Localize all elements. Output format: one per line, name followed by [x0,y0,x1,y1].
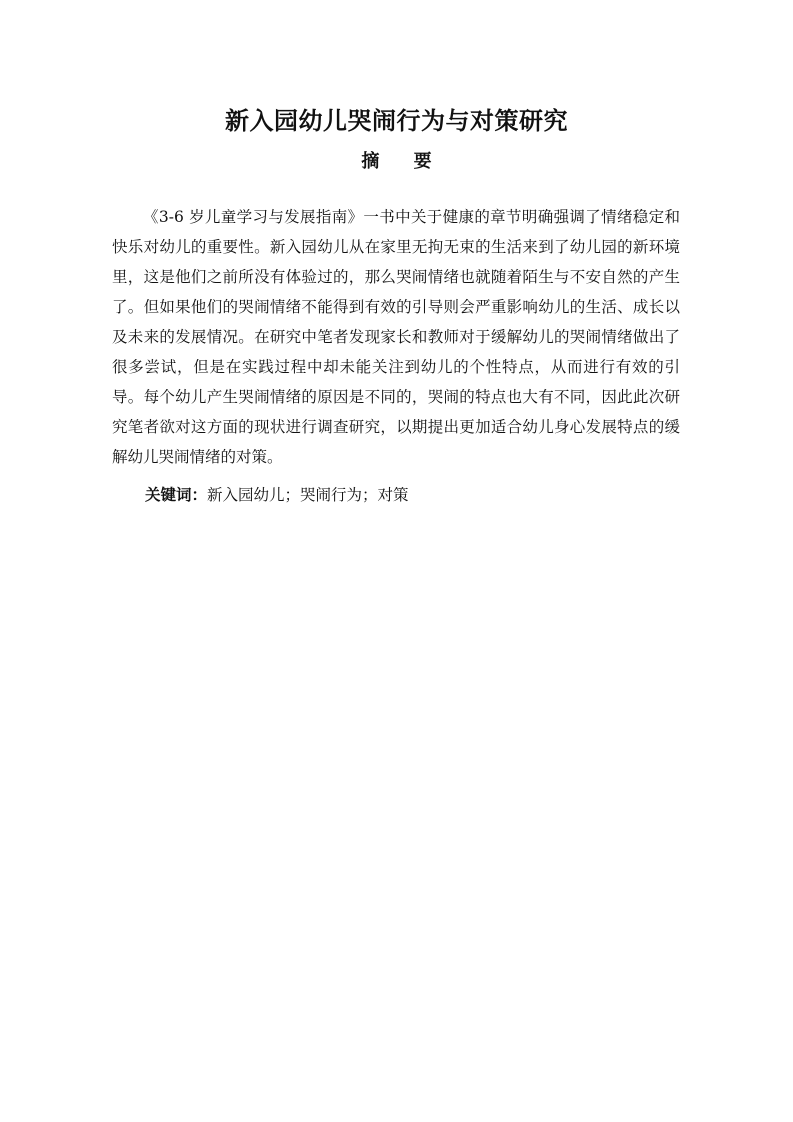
keywords-line [145,480,680,510]
abstract-paragraph: 《3-6 岁儿童学习与发展指南》一书中关于健康的章节明确强调了情绪稳定和快乐对幼儿的重要性。新入园幼儿从在家里无拘无束的生活来到了幼儿园的新环境里，这是他们之前所没有体验过的，那么哭闹情绪也就随着陌生与不安自然的产生了。但如果他们的哭闹情绪不能得到有效的引导则会严重影响幼儿的生活、成长以及未来的发展情况。在研究中笔者发现家长和教师对于缓解幼儿的哭闹情绪做出了很多尝试，但是在实践过程中却未能关注到幼儿的个性特点，从而进行有效的引导。每个幼儿产生哭闹情绪的原因是不同的，哭闹的特点也大有不同，因此此次研究笔者欲对这方面的现状进行调查研究，以期提出更加适合幼儿身心发展特点的缓解幼儿哭闹情绪的对策。 [112,207,680,466]
abstract-heading: 摘 要 [361,151,446,172]
document-title: 新入园幼儿哭闹行为与对策研究 [225,107,568,135]
keywords-value: 新入园幼儿；哭闹行为；对策 [207,486,409,504]
keywords-label: 关键词： [145,486,208,504]
